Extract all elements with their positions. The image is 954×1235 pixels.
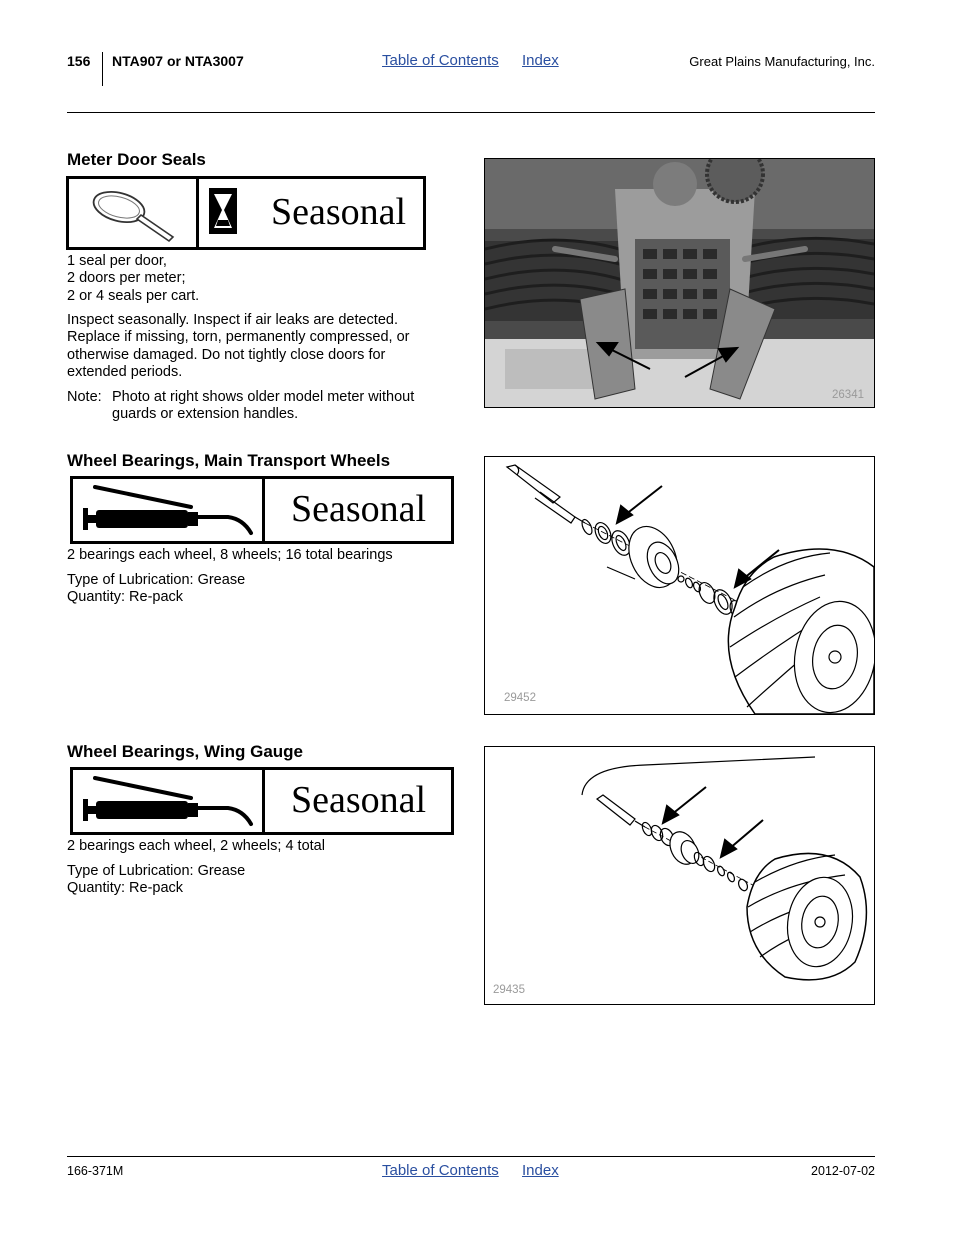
document-number: 166-371M [67, 1164, 124, 1178]
footer-rule [67, 1156, 875, 1157]
lubrication-quantity: Quantity: Re-pack [67, 589, 184, 606]
note-text [112, 389, 462, 424]
interval-label: Seasonal [271, 191, 407, 233]
header-toc-link[interactable]: Table of Contents [382, 52, 499, 69]
figure-number: 29435 [493, 984, 525, 996]
hourglass-icon [209, 188, 237, 234]
header-index-link[interactable]: Index [522, 52, 559, 69]
grease-gun-icon [73, 770, 262, 832]
header-rule [67, 112, 875, 113]
section-title-wing-gauge: Wheel Bearings, Wing Gauge [67, 742, 303, 761]
main-wheel-bearing-diagram [484, 456, 875, 715]
note-label: Note: [67, 389, 102, 405]
magnifier-icon [69, 179, 196, 247]
lubrication-type: Type of Lubrication: Grease [67, 863, 246, 879]
meter-door-seals-counts [67, 253, 457, 305]
wing-gauge-bearing-diagram [484, 746, 875, 1005]
interval-box-meter-door-seals [66, 176, 426, 250]
text-line: otherwise damaged. Do not tightly close doors for [67, 346, 386, 363]
section-title-main-transport-wheels: Wheel Bearings, Main Transport Wheels [67, 451, 391, 470]
text-line: 2 or 4 seals per cart. [67, 287, 200, 304]
footer-index-link[interactable]: Index [522, 1162, 559, 1179]
text-line: 1 seal per door, [67, 253, 167, 269]
company-name: Great Plains Manufacturing, Inc. [689, 54, 875, 69]
lubrication-type: Type of Lubrication: Grease [67, 572, 246, 588]
text-line: Inspect seasonally. Inspect if air leaks are detected. [67, 312, 398, 328]
interval-box-wing-gauge [70, 767, 454, 835]
text-line: Replace if missing, torn, permanently compressed, or [67, 329, 410, 346]
wing-gauge-lubrication [67, 863, 245, 898]
lubrication-quantity: Quantity: Re-pack [67, 880, 184, 897]
text-line: extended periods. [67, 364, 183, 381]
interval-label: Seasonal [291, 779, 427, 821]
footer-toc-link[interactable]: Table of Contents [382, 1162, 499, 1179]
text-line: guards or extension handles. [112, 406, 299, 423]
figure-number: 26341 [832, 389, 864, 401]
section-title-meter-door-seals: Meter Door Seals [67, 150, 206, 169]
meter-door-seals-instructions [67, 312, 457, 382]
publication-date: 2012-07-02 [811, 1164, 875, 1178]
header-divider [102, 52, 103, 86]
main-wheels-lubrication [67, 572, 245, 607]
figure-number: 29452 [504, 692, 536, 704]
interval-label: Seasonal [291, 488, 427, 530]
page-number: 156 [67, 53, 91, 69]
interval-box-main-transport-wheels [70, 476, 454, 544]
text-line: Photo at right shows older model meter without [112, 389, 415, 405]
main-wheels-summary: 2 bearings each wheel, 8 wheels; 16 total bearings [67, 547, 393, 563]
wing-gauge-summary: 2 bearings each wheel, 2 wheels; 4 total [67, 838, 325, 854]
model-title: NTA907 or NTA3007 [112, 53, 244, 69]
text-line: 2 doors per meter; [67, 270, 186, 287]
grease-gun-icon [73, 479, 262, 541]
meter-photo [484, 158, 875, 408]
